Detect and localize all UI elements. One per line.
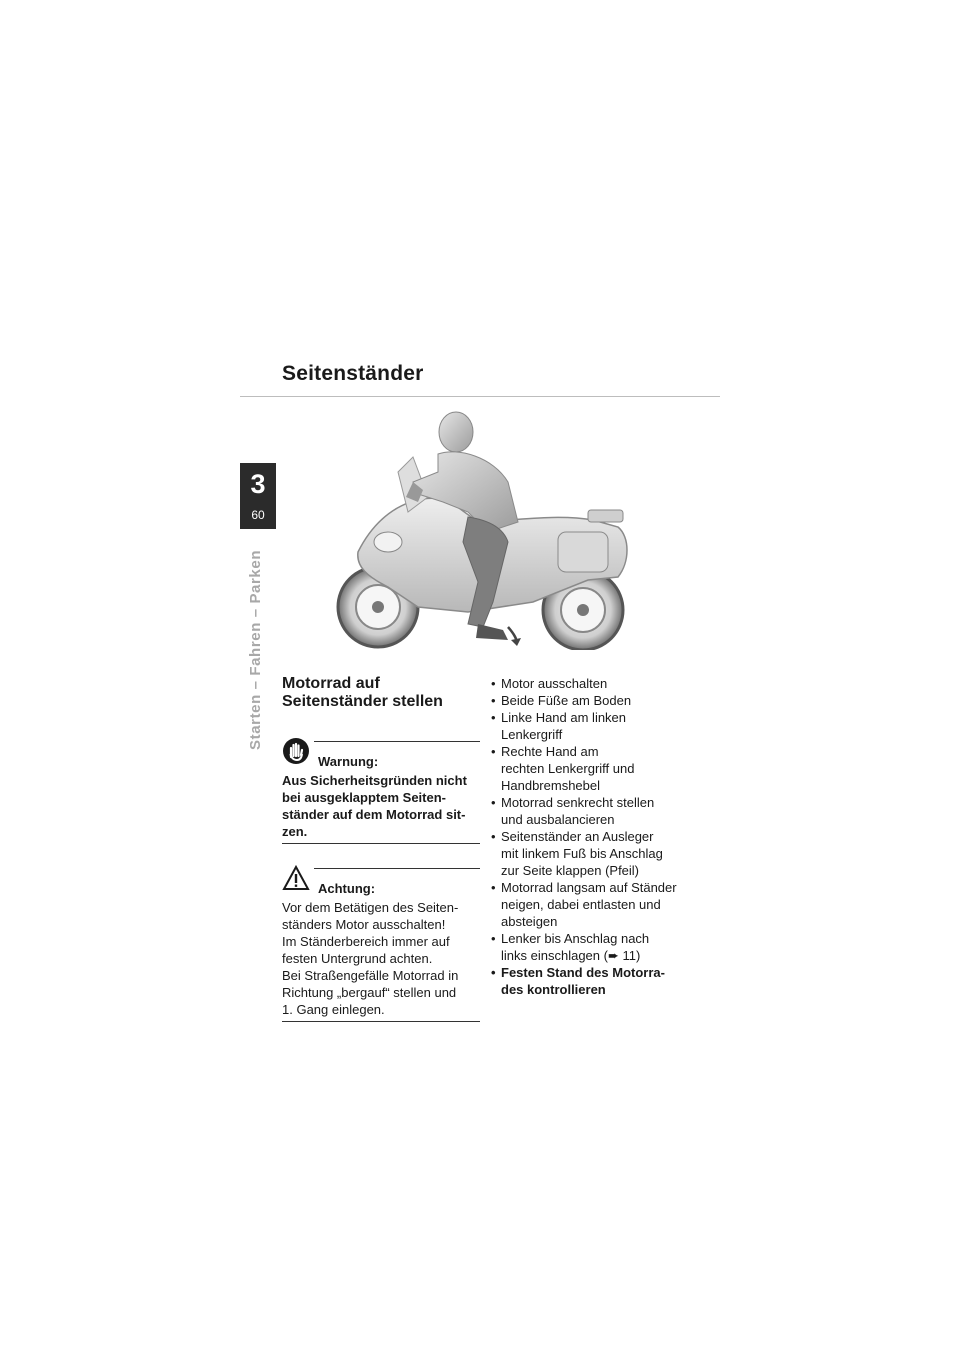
- step-line: Beide Füße am Boden: [501, 693, 632, 708]
- step-line: zur Seite klappen (Pfeil): [501, 863, 640, 878]
- list-item: [491, 692, 706, 709]
- warning-label: Warnung:: [318, 754, 379, 769]
- list-item: [491, 930, 706, 964]
- warning-box: [282, 741, 480, 844]
- section-heading: [282, 675, 480, 711]
- page-number: 60: [251, 508, 265, 522]
- step-line: Seitenständer an Ausleger: [501, 829, 654, 844]
- step-line: Lenkergriff: [501, 727, 563, 742]
- steps-list: [491, 675, 706, 998]
- chapter-number: 3: [250, 469, 266, 499]
- caution-line: Bei Straßengefälle Motorrad in: [282, 968, 459, 983]
- list-item: [491, 794, 706, 828]
- caution-line: 1. Gang einlegen.: [282, 1002, 385, 1017]
- step-line: Motorrad senkrecht stellen: [501, 795, 655, 810]
- title-divider: [240, 396, 720, 397]
- list-item: [491, 964, 706, 998]
- warning-rule-bottom: [282, 843, 480, 844]
- list-item: [491, 709, 706, 743]
- warning-line: ständer auf dem Motorrad sit-: [282, 807, 466, 822]
- stop-hand-icon: [282, 737, 310, 765]
- step-line: Lenker bis Anschlag nach: [501, 931, 650, 946]
- step-line: Handbremshebel: [501, 778, 601, 793]
- caution-line: ständers Motor ausschalten!: [282, 917, 446, 932]
- step-line: Rechte Hand am: [501, 744, 599, 759]
- step-line: rechten Lenkergriff und: [501, 761, 635, 776]
- warning-line: bei ausgeklapptem Seiten-: [282, 790, 446, 805]
- list-item: [491, 879, 706, 930]
- step-line: Motorrad langsam auf Ständer: [501, 880, 677, 895]
- list-item: [491, 743, 706, 794]
- warning-text: [282, 772, 480, 840]
- motorcycle-illustration: [318, 402, 654, 650]
- step-line: Festen Stand des Motorra-: [501, 965, 665, 980]
- step-line: mit linkem Fuß bis Anschlag: [501, 846, 663, 861]
- list-item: [491, 675, 706, 692]
- caution-text: [282, 899, 480, 1018]
- warning-line: Aus Sicherheitsgründen nicht: [282, 773, 467, 788]
- step-line: absteigen: [501, 914, 558, 929]
- caution-line: Vor dem Betätigen des Seiten-: [282, 900, 459, 915]
- warning-line: zen.: [282, 824, 308, 839]
- section-heading-line1: Motorrad auf: [282, 675, 380, 692]
- right-column: [491, 675, 706, 998]
- step-line: links einschlagen (➨ 11): [501, 948, 641, 963]
- chapter-tab: [240, 463, 276, 529]
- caution-label: Achtung:: [318, 881, 376, 896]
- step-line: des kontrollieren: [501, 982, 606, 997]
- step-line: und ausbalancieren: [501, 812, 615, 827]
- caution-rule-top: [314, 868, 480, 869]
- warning-rule-top: [314, 741, 480, 742]
- warning-triangle-icon: [282, 864, 310, 892]
- page-title: Seitenständer: [282, 362, 424, 385]
- caution-box: [282, 868, 480, 1022]
- caution-rule-bottom: [282, 1021, 480, 1022]
- step-line: neigen, dabei entlasten und: [501, 897, 661, 912]
- list-item: [491, 828, 706, 879]
- caution-line: Richtung „bergauf“ stellen und: [282, 985, 457, 1000]
- step-line: Linke Hand am linken: [501, 710, 627, 725]
- side-chapter-label-text: Starten – Fahren – Parken: [247, 549, 264, 750]
- caution-line: Im Ständerbereich immer auf: [282, 934, 450, 949]
- section-heading-line2: Seitenständer stellen: [282, 693, 443, 710]
- step-line: Motor ausschalten: [501, 676, 608, 691]
- left-column: [282, 675, 480, 1022]
- caution-line: festen Untergrund achten.: [282, 951, 433, 966]
